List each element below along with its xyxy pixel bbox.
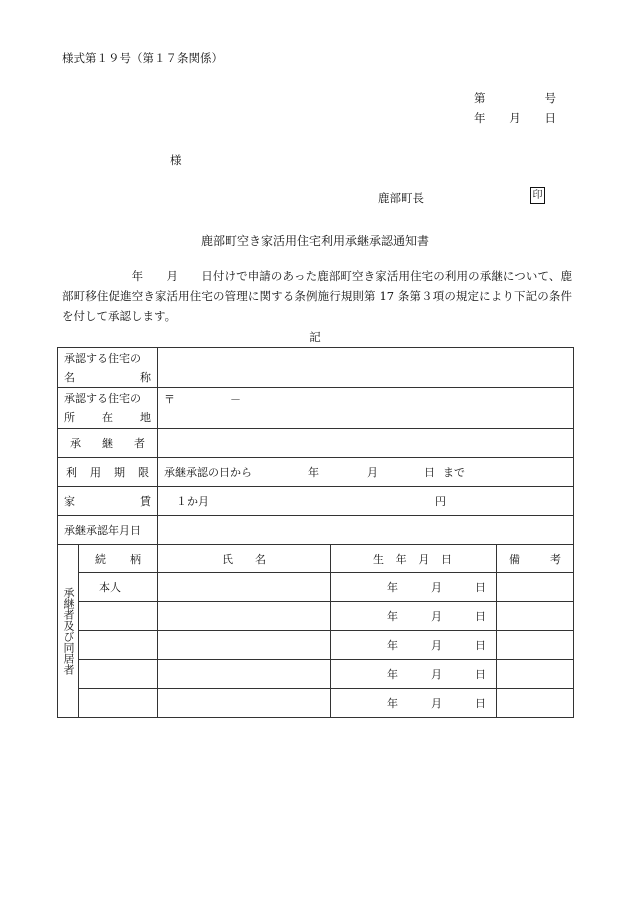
col-name-char2: 名: [255, 552, 266, 566]
household-row: [58, 660, 574, 689]
row-approval-date: [58, 516, 574, 545]
rent-yen: 円: [435, 495, 446, 508]
approval-table: [57, 347, 574, 718]
birth-day: 日: [475, 668, 486, 681]
housing-name-label: [58, 348, 158, 388]
row-housing-name: [58, 348, 574, 388]
housing-name-label-line2: [64, 368, 151, 387]
household-row: [58, 573, 574, 602]
issuer-name: 鹿部町長: [378, 191, 424, 205]
row-period: [58, 458, 574, 487]
birth-year: 年: [387, 697, 398, 710]
row-address: [58, 388, 574, 429]
birth-day: 日: [475, 610, 486, 623]
issue-date-line: [474, 110, 556, 126]
postal-mark: 〒: [164, 393, 175, 406]
doc-number-suffix: 号: [544, 91, 556, 105]
successor-label-char1: 承: [70, 437, 81, 450]
seal-mark: 印: [530, 187, 545, 204]
body-paragraph: 年 月 日付けで申請のあった鹿部町空き家活用住宅の利用の承継について、鹿部町移住促進空き家活用住宅の管理に関する条例施行規則第 17 条第３項の規定により下記の条件を付して承認します。: [62, 269, 572, 323]
housing-name-label-line1: 承認する住宅の: [64, 351, 141, 365]
birth-date-cell[interactable]: [331, 631, 497, 660]
col-birth-char4: 日: [440, 552, 452, 566]
birth-year: 年: [387, 668, 398, 681]
col-birth-char2: 年: [395, 552, 407, 566]
addressee-suffix: 様: [170, 153, 182, 167]
address-label-char3: 地: [140, 411, 151, 424]
name-cell[interactable]: [158, 602, 331, 631]
successor-label-char3: 者: [134, 437, 145, 450]
name-cell[interactable]: [158, 689, 331, 718]
rent-label-char2: 賃: [140, 495, 151, 508]
rent-per-month: １か月: [176, 495, 209, 508]
household-row: [58, 689, 574, 718]
remarks-cell[interactable]: [497, 689, 574, 718]
period-day: 日: [424, 466, 435, 479]
address-label-line1: 承認する住宅の: [64, 392, 141, 405]
col-birth-char1: 生: [373, 552, 384, 566]
relation-cell[interactable]: [79, 631, 158, 660]
name-cell[interactable]: [158, 573, 331, 602]
row-successor: [58, 429, 574, 458]
document-title: 鹿部町空き家活用住宅利用承継承認通知書: [200, 234, 429, 248]
approval-date-label: 承継承認年月日: [58, 516, 158, 545]
col-relation-char2: 柄: [130, 552, 141, 566]
rent-label-char1: 家: [64, 495, 75, 508]
housing-name-label-char1: 名: [64, 370, 75, 384]
relation-cell[interactable]: [79, 573, 158, 602]
remarks-cell[interactable]: [497, 660, 574, 689]
housing-name-label-char2: 称: [140, 370, 151, 384]
name-cell[interactable]: [158, 660, 331, 689]
birth-month: 月: [431, 697, 442, 710]
remarks-cell[interactable]: [497, 602, 574, 631]
period-from-text: 承継承認の日から: [164, 466, 252, 479]
form-number: 様式第１９号（第１７条関係）: [62, 51, 223, 65]
col-birth-char3: 月: [418, 552, 430, 566]
col-relation-header: [79, 545, 158, 573]
col-birth-header: [331, 545, 497, 573]
col-remarks-header: [497, 545, 574, 573]
doc-number-prefix: 第: [474, 91, 486, 105]
col-name-header: [158, 545, 331, 573]
period-label-char4: 限: [138, 466, 149, 479]
relation-cell[interactable]: [79, 602, 158, 631]
period-label-char1: 利: [66, 466, 77, 479]
issue-day: 日: [544, 111, 556, 125]
relation-cell[interactable]: [79, 689, 158, 718]
col-relation-char1: 続: [95, 552, 106, 566]
address-label-char1: 所: [64, 411, 75, 424]
period-month: 月: [367, 466, 378, 479]
period-label-char2: 用: [90, 466, 101, 479]
birth-day: 日: [475, 697, 486, 710]
col-remarks-char1: 備: [509, 552, 520, 566]
issue-month: 月: [509, 111, 521, 125]
successor-label-char2: 継: [102, 437, 113, 450]
ki-heading: 記: [309, 330, 321, 344]
name-cell[interactable]: [158, 631, 331, 660]
birth-month: 月: [431, 581, 442, 594]
birth-year: 年: [387, 639, 398, 652]
col-name-char1: 氏: [222, 552, 233, 566]
period-until: まで: [443, 466, 465, 479]
issue-year: 年: [474, 111, 486, 125]
birth-day: 日: [475, 581, 486, 594]
period-label-char3: 期: [114, 466, 125, 479]
relation-cell[interactable]: [79, 660, 158, 689]
birth-date-cell[interactable]: [331, 602, 497, 631]
successor-field[interactable]: [158, 429, 574, 458]
birth-year: 年: [387, 610, 398, 623]
birth-year: 年: [387, 581, 398, 594]
document-number-line: [474, 90, 556, 106]
address-field[interactable]: [158, 388, 574, 429]
period-label: [58, 458, 158, 487]
birth-month: 月: [431, 639, 442, 652]
row-rent: [58, 487, 574, 516]
period-year: 年: [308, 466, 319, 479]
birth-date-cell[interactable]: [331, 660, 497, 689]
birth-day: 日: [475, 639, 486, 652]
approval-date-field[interactable]: [158, 516, 574, 545]
birth-date-cell[interactable]: [331, 573, 497, 602]
remarks-cell[interactable]: [497, 631, 574, 660]
rent-label: [58, 487, 158, 516]
address-label: [58, 388, 158, 429]
col-remarks-char2: 考: [550, 552, 562, 566]
rent-field[interactable]: [158, 487, 574, 516]
birth-month: 月: [431, 668, 442, 681]
address-label-line2: [64, 408, 151, 427]
address-label-char2: 在: [102, 411, 113, 424]
housing-name-field[interactable]: [158, 348, 574, 388]
birth-month: 月: [431, 610, 442, 623]
household-side-label: [58, 545, 79, 718]
period-field[interactable]: [158, 458, 574, 487]
relation-self: 本人: [99, 581, 121, 594]
household-row: [58, 602, 574, 631]
postal-dash: －: [230, 393, 241, 406]
household-side-label-text: 承継者及び同居者: [62, 587, 75, 675]
successor-label: [58, 429, 158, 458]
household-row: [58, 631, 574, 660]
remarks-cell[interactable]: [497, 573, 574, 602]
household-header-row: [58, 545, 574, 573]
birth-date-cell[interactable]: [331, 689, 497, 718]
